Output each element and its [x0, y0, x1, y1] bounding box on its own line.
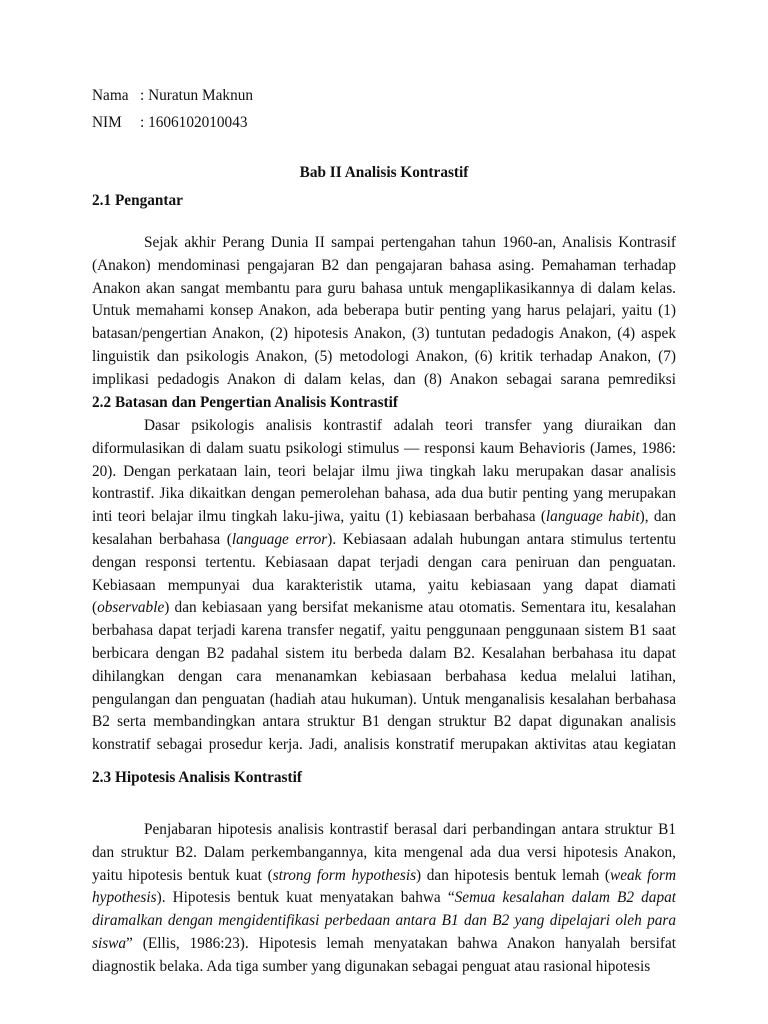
- section-heading-2-1: 2.1 Pengantar: [92, 192, 183, 209]
- section-paragraph-2-3: [92, 819, 676, 1024]
- student-nim-line: [92, 114, 492, 132]
- text-run: ), dan kesalahan berbahasa (: [92, 508, 676, 548]
- section-paragraph-2-1: Sejak akhir Perang Dunia II sampai pertengahan tahun 1960-an, Analisis Kontrasif (Anakon) mendominasi pengajaran B2 dan pengajaran bahasa asing. Pemahaman terhadap Anakon akan sangat membantu para guru bahasa untuk mengaplikasikannya di dalam kelas. Untuk memahami konsep Anakon, ada beberapa butir penting yang harus pelajari, yaitu (1) batasan/pengertian Anakon, (2) hipotesis Anakon, (3) tuntutan pedadogis Anakon, (4) aspek linguistik dan psikologis Anakon, (5) metodologi Anakon, (6) kritik terhadap Anakon, (7) implikasi pedadogis Anakon di dalam kelas, dan (8) Anakon sebagai sarana pemrediksi: [92, 234, 676, 388]
- text-run: Penjabaran hipotesis analisis kontrastif berasal dari perbandingan antara struktur B1 dan struktur B2. Dalam perkembangannya, kita mengenal ada dua versi hipotesis Anakon, yaitu hipotesis bentuk kuat (: [92, 821, 676, 884]
- name-label: Nama: [92, 87, 129, 104]
- text-run: ” (Ellis, 1986:23). Hipotesis lemah menyatakan bahwa Anakon hanyalah bersifat diagnostik belaka. Ada tiga sumber yang digunakan sebagai penguat atau rasional hipotesis: [92, 934, 676, 975]
- nim-label: NIM: [92, 114, 122, 131]
- section-heading-2-2: 2.2 Batasan dan Pengertian Analisis Kontrastif: [92, 394, 398, 411]
- chapter-title: Bab II Analisis Kontrastif: [299, 164, 469, 181]
- text-run: ) dan hipotesis bentuk lemah (: [416, 866, 611, 884]
- italic-quote: Semua kesalahan dalam B2 dapat diramalkan dengan mengidentifikasi perbedaan antara B1 dan B2 yang dipelajari oleh para siswa: [92, 889, 676, 952]
- section-heading-2-3: 2.3 Hipotesis Analisis Kontrastif: [92, 769, 302, 786]
- italic-term: strong form hypothesis: [272, 866, 417, 884]
- italic-term: observable: [97, 599, 165, 617]
- nim-value: : 1606102010043: [140, 114, 248, 131]
- italic-term: weak form hypothesis: [92, 866, 676, 907]
- italic-term: language error: [231, 530, 328, 548]
- text-run: Dasar psikologis analisis kontrastif adalah teori transfer yang diuraikan dan diformulasikan di dalam suatu psikologi stimulus — responsi kaum Behavioris (James, 1986: 20). Dengan perkataan lain, teori belajar ilmu jiwa tingkah laku merupakan dasar analisis kontrastif. Jika dikaitkan dengan pemerolehan bahasa, ada dua butir penting yang merupakan inti teori belajar ilmu tingkah laku-jiwa, yaitu (1) kebiasaan berbahasa (: [92, 417, 676, 526]
- section-paragraph-2-2: [92, 415, 676, 755]
- student-name-line: [92, 87, 492, 105]
- text-run: ) dan kebiasaan yang bersifat mekanisme atau otomatis. Sementara itu, kesalahan berbahasa dapat terjadi karena transfer negatif, yaitu penggunaan penggunaan sistem B1 saat berbicara dengan B2 padahal sistem itu berbeda dalam B2. Kesalahan berbahasa itu dapat dihilangkan dengan cara menanamkan kebiasaan berbahasa kedua melalui latihan, pengulangan dan penguatan (hadiah atau hukuman). Untuk menganalisis kesalahan berbahasa B2 serta membandingkan antara struktur B1 dengan struktur B2 dapat digunakan analisis konstratif sebagai prosedur kerja. Jadi, analisis konstratif merupakan aktivitas atau kegiatan: [92, 599, 676, 754]
- name-value: : Nuratun Maknun: [140, 87, 254, 104]
- text-run: ). Hipotesis bentuk kuat menyatakan bahwa “: [156, 889, 455, 907]
- text-run: ). Kebiasaan adalah hubungan antara stimulus tertentu dengan responsi tertentu. Kebiasaan dapat terjadi dengan cara peniruan dan penguatan. Kebiasaan mempunyai dua karakteristik utama, yaitu kebiasaan yang dapat diamati (: [92, 530, 676, 617]
- italic-term: language habit: [545, 508, 640, 526]
